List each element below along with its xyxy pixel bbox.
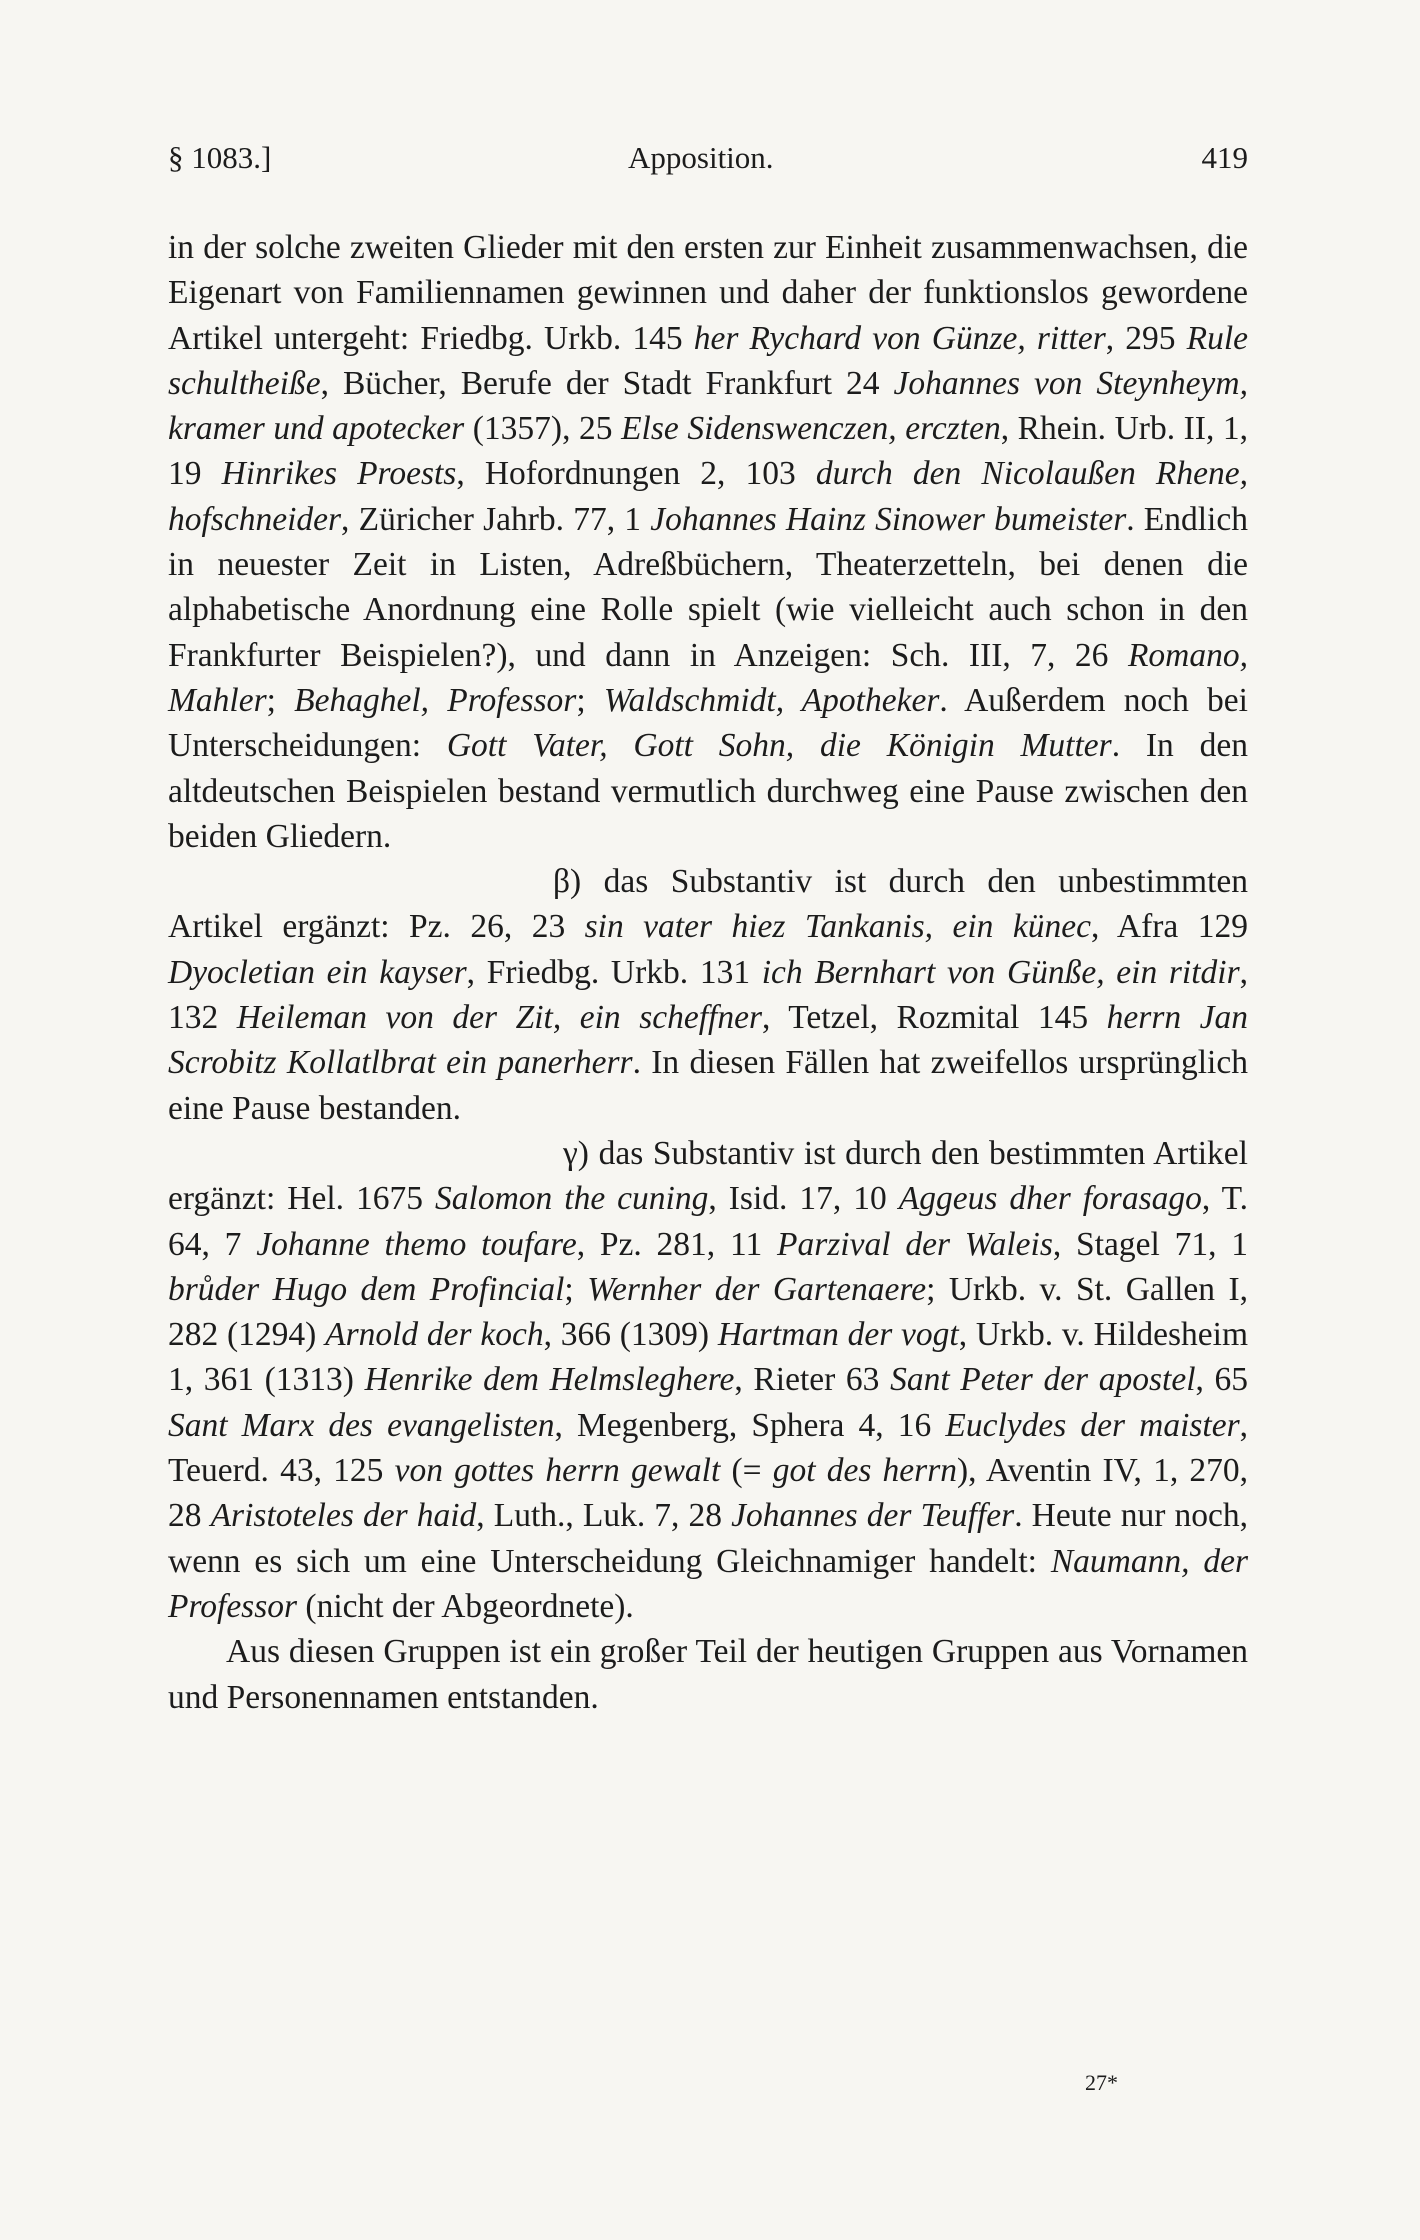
italic-citation: Gott Vater, Gott Sohn, die Königin Mutter (446, 727, 1112, 765)
header-title: Apposition. (628, 140, 774, 175)
italic-citation: von gottes herrn gewalt (394, 1452, 721, 1490)
text-run: , Stagel 71, 1 (1052, 1225, 1249, 1263)
text-run: , Hofordnungen 2, 103 (456, 455, 816, 493)
text-run: . Außerdem noch bei Unterscheidungen: (168, 681, 1248, 765)
italic-citation: Johannes der Teuffer (731, 1497, 1015, 1535)
text-run: , Luth., Luk. 7, 28 (476, 1497, 732, 1535)
text-run: ; (564, 1270, 588, 1308)
italic-citation: Johanne themo toufare (256, 1225, 577, 1263)
text-run: , Friedbg. Urkb. 131 (466, 953, 762, 991)
text-run: , Afra 129 (1090, 908, 1248, 946)
italic-citation: her Rychard von Günze, ritter (693, 319, 1106, 357)
text-run: ), Aventin IV, 1, 270, 28 (168, 1452, 1249, 1535)
page-number: 419 (1201, 140, 1248, 175)
text-run: , 295 (1105, 319, 1187, 357)
italic-citation: Arnold der koch (325, 1316, 544, 1354)
text-run: , 366 (1309) (543, 1316, 718, 1354)
italic-citation: Rule schultheiße (168, 319, 1249, 402)
text-run: . In diesen Fällen hat zweifellos ursprünglich eine Pause bestanden. (168, 1044, 1248, 1127)
italic-citation: Parzival der Waleis (777, 1225, 1053, 1263)
text-run: β) das Substantiv ist durch den unbestimmten Artikel ergänzt: Pz. 26, 23 (168, 863, 1248, 946)
italic-citation: herrn Jan Scrobitz Kollatlbrat ein panerherr (168, 999, 1249, 1082)
italic-citation: ich Bernhart von Günße, ein ritdir (761, 953, 1240, 991)
text-run: , Tetzel, Rozmital 145 (762, 999, 1107, 1037)
italic-citation: Aristoteles der haid (210, 1497, 477, 1535)
body-text (168, 225, 1248, 1720)
italic-citation: Aggeus dher forasago (898, 1180, 1202, 1218)
italic-citation: Wernher der Gartenaere (587, 1270, 927, 1308)
text-run: , 65 (1195, 1361, 1249, 1399)
paragraph (168, 225, 1248, 859)
italic-citation: Hinrikes Proests (221, 455, 457, 493)
text-run: (= (720, 1452, 773, 1490)
section-marker: § 1083.] (168, 140, 272, 175)
italic-citation: sin vater hiez Tankanis, ein künec (584, 908, 1091, 946)
text-run: (1357), 25 (464, 410, 622, 448)
text-run: , Pz. 281, 11 (576, 1225, 778, 1263)
text-run: , Megenberg, Sphera 4, 16 (554, 1406, 946, 1444)
text-run: . Heute nur noch, wenn es sich um eine Unterscheidung Gleichnamiger handelt: (168, 1497, 1248, 1580)
paragraph-gamma (168, 1131, 1248, 1629)
text-run: , Urkb. v. Hildesheim 1, 361 (1313) (168, 1316, 1249, 1399)
text-run: . In den altdeutschen Beispielen bestand vermutlich durchweg eine Pause zwischen den beiden Gliedern. (168, 727, 1248, 855)
italic-citation: durch den Nicolaußen Rhene, hofschneider (168, 455, 1249, 538)
text-run: γ) das Substantiv ist durch den bestimmten Artikel ergänzt: Hel. 1675 (168, 1134, 1248, 1218)
text-run: , Isid. 17, 10 (708, 1180, 899, 1218)
italic-citation: Hartman der vogt (717, 1316, 959, 1354)
italic-citation: Sant Marx des evangelisten (168, 1406, 555, 1444)
italic-citation: Naumann, der Professor (168, 1542, 1248, 1625)
text-run: . Endlich in neuester Zeit in Listen, Adreßbüchern, Theaterzetteln, bei denen die alphabetische Anordnung eine Rolle spielt (wie vielleicht auch schon in den Frankfurter Beispielen?), und dann in Anzeigen: Sch. III, 7, 26 (168, 500, 1248, 674)
text-run: , T. 64, 7 (168, 1180, 1249, 1263)
italic-citation: got des herrn (772, 1452, 957, 1490)
text-run: Aus diesen Gruppen ist ein großer Teil der heutigen Gruppen aus Vornamen und Personennamen entstanden. (168, 1633, 1248, 1716)
text-run: ; Urkb. v. St. Gallen I, 282 (1294) (168, 1270, 1248, 1354)
text-run: , Bücher, Berufe der Stadt Frankfurt 24 (320, 364, 894, 402)
text-run: , Rhein. Urb. II, 1, 19 (168, 410, 1249, 493)
italic-citation: brůder Hugo dem Profincial (168, 1270, 565, 1308)
paragraph-beta (168, 859, 1248, 1131)
italic-citation: Sant Peter der apostel (890, 1361, 1196, 1399)
italic-citation: Johannes Hainz Sinower bumeister (650, 500, 1127, 538)
italic-citation: Behaghel, Professor (294, 681, 577, 719)
paragraph-final (168, 1629, 1248, 1720)
text-run: , 132 (168, 953, 1249, 1037)
italic-citation: Heileman von der Zit, ein scheffner (236, 999, 763, 1037)
italic-citation: Dyocletian ein kayser (168, 953, 467, 991)
text-run: (nicht der Abgeordnete). (297, 1587, 634, 1625)
text-run: , Teuerd. 43, 125 (168, 1406, 1249, 1490)
signature-mark: 27* (1085, 2070, 1118, 2095)
text-run: in der solche zweiten Glieder mit den ersten zur Einheit zusammenwachsen, die Eigenart von Familiennamen gewinnen und daher der funktionslos gewordene Artikel untergeht: Friedbg. Urkb. 145 (168, 229, 1248, 357)
text-run: , Rieter 63 (734, 1361, 891, 1399)
italic-citation: Johannes von Steynheym, kramer und apotecker (168, 364, 1248, 448)
italic-citation: Salomon the cuning (435, 1180, 709, 1218)
text-run: , Züricher Jahrb. 77, 1 (341, 500, 651, 538)
italic-citation: Romano, Mahler (168, 636, 1248, 719)
italic-citation: Euclydes der maister (945, 1406, 1240, 1444)
italic-citation: Henrike dem Helmsleghere (364, 1361, 735, 1399)
text-run: ; (266, 681, 295, 719)
italic-citation: Waldschmidt, Apotheker (603, 681, 940, 719)
running-header (168, 140, 1248, 184)
text-run: ; (576, 681, 604, 719)
italic-citation: Else Sidenswenczen, erczten (621, 410, 1001, 448)
